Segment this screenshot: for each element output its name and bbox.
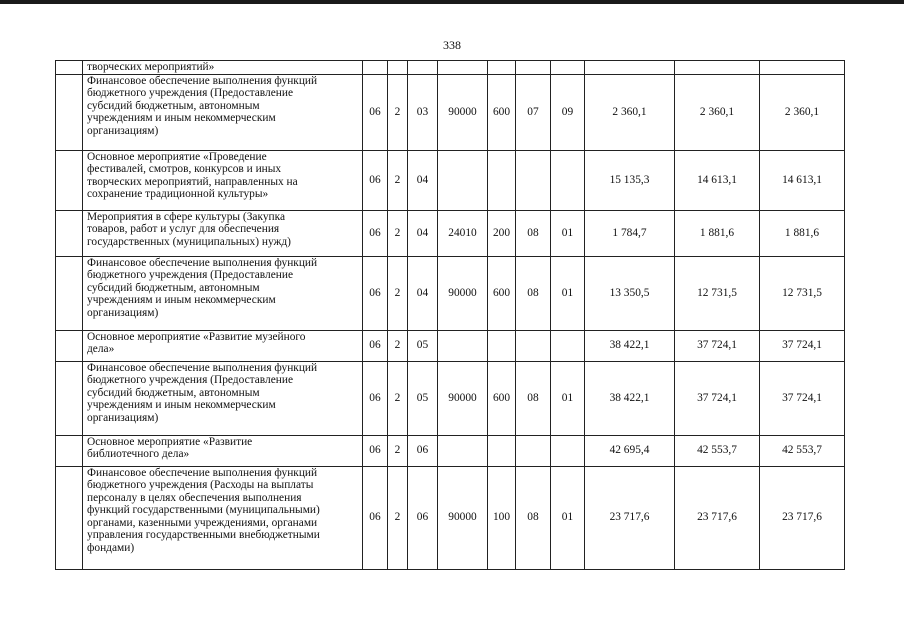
table-row (56, 210, 845, 256)
cell-section (516, 435, 551, 466)
cell-section (516, 61, 551, 75)
cell-name: творческих мероприятий» (83, 61, 363, 75)
cell-sum-year-2: 42 553,7 (675, 435, 760, 466)
cell-name: Финансовое обеспечение выполнения функций бюджетного учреждения (Расходы на выплаты персоналу в целях обеспечения выполнения функций государственными (муниципальными) органами, казенными учреждениями, органами управления государственными внебюджетными фондами) (83, 466, 363, 569)
cell-ministry: 06 (363, 330, 388, 361)
cell-subsection (551, 330, 585, 361)
cell-ministry (363, 61, 388, 75)
cell-subprogram: 2 (388, 466, 408, 569)
cell-name: Основное мероприятие «Развитие библиотечного дела» (83, 435, 363, 466)
cell-subprogram: 2 (388, 435, 408, 466)
cell-sum-year-1 (585, 61, 675, 75)
cell-index (56, 74, 83, 150)
cell-sum-year-1: 1 784,7 (585, 210, 675, 256)
cell-direction (438, 61, 488, 75)
cell-subprogram (388, 61, 408, 75)
cell-ministry: 06 (363, 210, 388, 256)
cell-event: 06 (408, 435, 438, 466)
cell-sum-year-1: 23 717,6 (585, 466, 675, 569)
cell-index (56, 435, 83, 466)
cell-index (56, 466, 83, 569)
cell-sum-year-3: 14 613,1 (760, 150, 845, 210)
cell-sum-year-3: 42 553,7 (760, 435, 845, 466)
cell-section: 08 (516, 210, 551, 256)
cell-expense-type (488, 330, 516, 361)
cell-ministry: 06 (363, 435, 388, 466)
cell-ministry: 06 (363, 361, 388, 435)
cell-event: 05 (408, 330, 438, 361)
cell-direction: 24010 (438, 210, 488, 256)
cell-ministry: 06 (363, 74, 388, 150)
cell-expense-type: 100 (488, 466, 516, 569)
cell-name: Основное мероприятие «Развитие музейного дела» (83, 330, 363, 361)
table-row (56, 150, 845, 210)
cell-event: 05 (408, 361, 438, 435)
cell-event: 03 (408, 74, 438, 150)
cell-name: Финансовое обеспечение выполнения функций бюджетного учреждения (Предоставление субсидий бюджетным, автономным учреждениям и иным некоммерческим организациям) (83, 361, 363, 435)
cell-sum-year-3: 37 724,1 (760, 330, 845, 361)
cell-index (56, 150, 83, 210)
cell-sum-year-2: 2 360,1 (675, 74, 760, 150)
cell-subprogram: 2 (388, 361, 408, 435)
cell-sum-year-2: 23 717,6 (675, 466, 760, 569)
cell-sum-year-3: 23 717,6 (760, 466, 845, 569)
cell-name: Основное мероприятие «Проведение фестивалей, смотров, конкурсов и иных творческих мероприятий, направленных на сохранение традиционной культуры» (83, 150, 363, 210)
cell-subsection: 01 (551, 466, 585, 569)
cell-subprogram: 2 (388, 210, 408, 256)
cell-expense-type (488, 435, 516, 466)
cell-index (56, 61, 83, 75)
cell-section: 08 (516, 256, 551, 330)
cell-sum-year-3 (760, 61, 845, 75)
cell-subsection: 09 (551, 74, 585, 150)
cell-ministry: 06 (363, 466, 388, 569)
scan-top-edge (0, 0, 904, 4)
cell-event: 04 (408, 210, 438, 256)
cell-sum-year-1: 13 350,5 (585, 256, 675, 330)
cell-expense-type: 200 (488, 210, 516, 256)
table-row (56, 435, 845, 466)
cell-index (56, 210, 83, 256)
cell-subsection (551, 150, 585, 210)
cell-direction: 90000 (438, 361, 488, 435)
cell-section: 08 (516, 361, 551, 435)
cell-sum-year-1: 2 360,1 (585, 74, 675, 150)
cell-sum-year-3: 2 360,1 (760, 74, 845, 150)
cell-subsection: 01 (551, 256, 585, 330)
cell-expense-type: 600 (488, 361, 516, 435)
cell-sum-year-3: 37 724,1 (760, 361, 845, 435)
cell-event (408, 61, 438, 75)
table-row (56, 256, 845, 330)
cell-sum-year-2: 37 724,1 (675, 330, 760, 361)
cell-expense-type: 600 (488, 74, 516, 150)
cell-direction (438, 435, 488, 466)
cell-sum-year-2 (675, 61, 760, 75)
cell-event: 04 (408, 150, 438, 210)
cell-sum-year-1: 42 695,4 (585, 435, 675, 466)
cell-direction: 90000 (438, 74, 488, 150)
cell-subprogram: 2 (388, 150, 408, 210)
cell-event: 06 (408, 466, 438, 569)
cell-direction: 90000 (438, 466, 488, 569)
cell-section (516, 330, 551, 361)
table-row (56, 61, 845, 75)
cell-sum-year-1: 15 135,3 (585, 150, 675, 210)
cell-subsection: 01 (551, 210, 585, 256)
cell-name: Финансовое обеспечение выполнения функций бюджетного учреждения (Предоставление субсидий бюджетным, автономным учреждениям и иным некоммерческим организациям) (83, 256, 363, 330)
table-row (56, 361, 845, 435)
cell-name: Мероприятия в сфере культуры (Закупка товаров, работ и услуг для обеспечения государственных (муниципальных) нужд) (83, 210, 363, 256)
cell-subprogram: 2 (388, 74, 408, 150)
cell-event: 04 (408, 256, 438, 330)
cell-section: 08 (516, 466, 551, 569)
cell-sum-year-2: 12 731,5 (675, 256, 760, 330)
cell-ministry: 06 (363, 150, 388, 210)
cell-sum-year-2: 37 724,1 (675, 361, 760, 435)
cell-subsection: 01 (551, 361, 585, 435)
cell-sum-year-3: 1 881,6 (760, 210, 845, 256)
cell-index (56, 330, 83, 361)
cell-subsection (551, 435, 585, 466)
cell-sum-year-3: 12 731,5 (760, 256, 845, 330)
cell-subsection (551, 61, 585, 75)
cell-direction: 90000 (438, 256, 488, 330)
cell-direction (438, 150, 488, 210)
cell-direction (438, 330, 488, 361)
cell-sum-year-2: 1 881,6 (675, 210, 760, 256)
cell-ministry: 06 (363, 256, 388, 330)
cell-expense-type (488, 150, 516, 210)
cell-sum-year-1: 38 422,1 (585, 330, 675, 361)
budget-table (55, 60, 845, 570)
table-row (56, 74, 845, 150)
cell-sum-year-2: 14 613,1 (675, 150, 760, 210)
cell-expense-type (488, 61, 516, 75)
cell-section (516, 150, 551, 210)
cell-section: 07 (516, 74, 551, 150)
table-row (56, 466, 845, 569)
table-row (56, 330, 845, 361)
cell-subprogram: 2 (388, 256, 408, 330)
page-number: 338 (443, 38, 461, 52)
cell-expense-type: 600 (488, 256, 516, 330)
cell-sum-year-1: 38 422,1 (585, 361, 675, 435)
cell-subprogram: 2 (388, 330, 408, 361)
cell-index (56, 256, 83, 330)
cell-name: Финансовое обеспечение выполнения функций бюджетного учреждения (Предоставление субсидий бюджетным, автономным учреждениям и иным некоммерческим организациям) (83, 74, 363, 150)
cell-index (56, 361, 83, 435)
